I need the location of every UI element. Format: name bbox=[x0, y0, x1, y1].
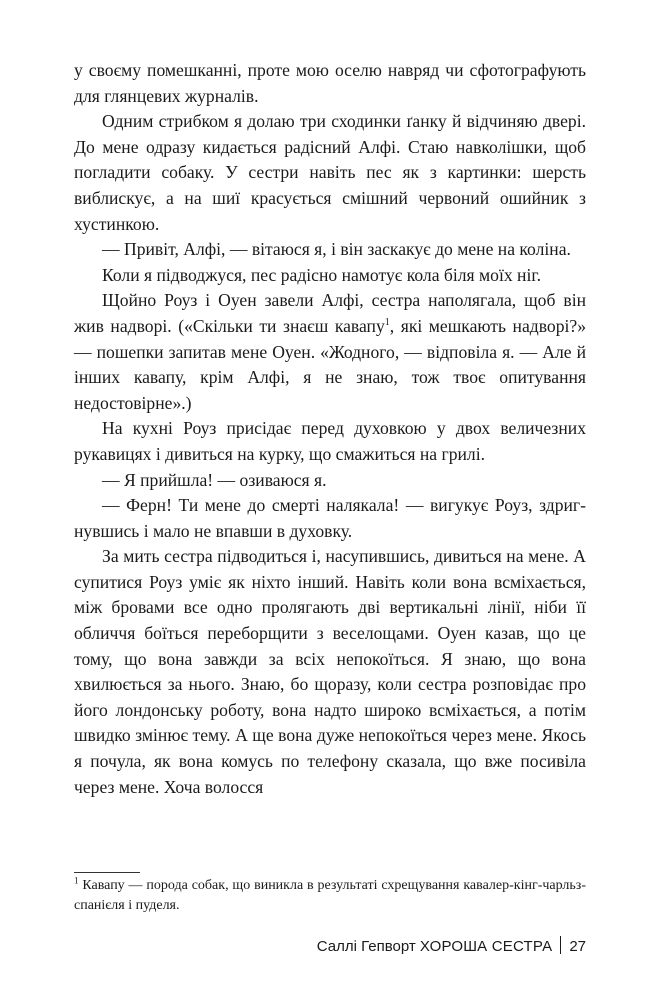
paragraph-cavapoo-part-1: Щойно Роуз і Оуен завели Алфі, сестра наполягала, щоб він жив надворі. («Скільки ти знаєш кавапу bbox=[74, 290, 586, 336]
footer-book-title: ХОРОША СЕСТРА bbox=[419, 938, 553, 955]
paragraph-greeting: — Привіт, Алфі, — вітаюся я, і він заскакує до мене на коліна. bbox=[102, 239, 571, 260]
running-footer bbox=[317, 936, 586, 957]
paragraph-dog-circles: Коли я підводжуся, пес радісно намотує кола біля моїх ніг. bbox=[102, 264, 541, 285]
footer-author: Саллі Гепворт bbox=[316, 938, 416, 955]
footnote-marker: 1 bbox=[74, 875, 79, 886]
paragraph-cavapoo bbox=[74, 288, 586, 416]
footnote-divider bbox=[74, 872, 140, 873]
body-text bbox=[74, 58, 586, 800]
footnote-text: Кавапу — порода собак, що виникла в результаті схрещування кавалер-кінг-чарльз-спанієля і пуделя. bbox=[74, 878, 586, 913]
paragraph-arrival: — Я прийшла! — озиваюся я. bbox=[102, 469, 327, 490]
paragraph-frown: За мить сестра підводиться і, насупившись, дивиться на мене. А супитися Роуз уміє як ніхто інший. Навіть коли вона всміхається, між бровами все одно пролягають дві вертикальні лінії, ніби її обличчя боїться переборщити з веселощами. Оуен казав, що це тому, що вона завжди за всіх непокоїться. Я знаю, що вона хвилюється за нього. Знаю, бо щоразу, коли сестра розповідає про його лондонську роботу, вона надто широко всміхається, а потім швидко змінює тему. А ще вона дуже непокоїться через мене. Якось я почула, як вона комусь по телефону сказала, що вже посивіла через мене. Хоча волосся bbox=[74, 546, 586, 797]
footnote-reference: 1 bbox=[384, 317, 390, 329]
paragraph-continuation: у своєму помешканні, проте мою оселю навряд чи сфотографують для глянцевих журналів. bbox=[74, 60, 586, 106]
footer-separator bbox=[560, 936, 561, 954]
paragraph-porch: Одним стрибком я долаю три сходинки ґанку й відчиняю двері. До мене одразу кидається радісний Алфі. Стаю навколішки, щоб погладити собаку. У сестри навіть пес як з картинки: шерсть виблискує, а на шиї красується смішний червоний ошийник з хустинкою. bbox=[74, 111, 586, 234]
page-number: 27 bbox=[569, 938, 586, 955]
footnote bbox=[74, 876, 586, 916]
paragraph-kitchen: На кухні Роуз присідає перед духовкою у двох величезних рукавицях і дивиться на курку, що смажиться на грилі. bbox=[74, 418, 586, 464]
paragraph-cavapoo-part-2: , які мешкають надворі?» — пошепки запитав мене Оуен. «Жодного, — відповіла я. — Але й інших кавапу, крім Алфі, я не знаю, тож твоє опитування недостовірне».) bbox=[74, 315, 586, 413]
paragraph-startled: — Ферн! Ти мене до смерті налякала! — вигукує Роуз, здригнувшись і мало не впавши в духовку. bbox=[74, 495, 586, 541]
